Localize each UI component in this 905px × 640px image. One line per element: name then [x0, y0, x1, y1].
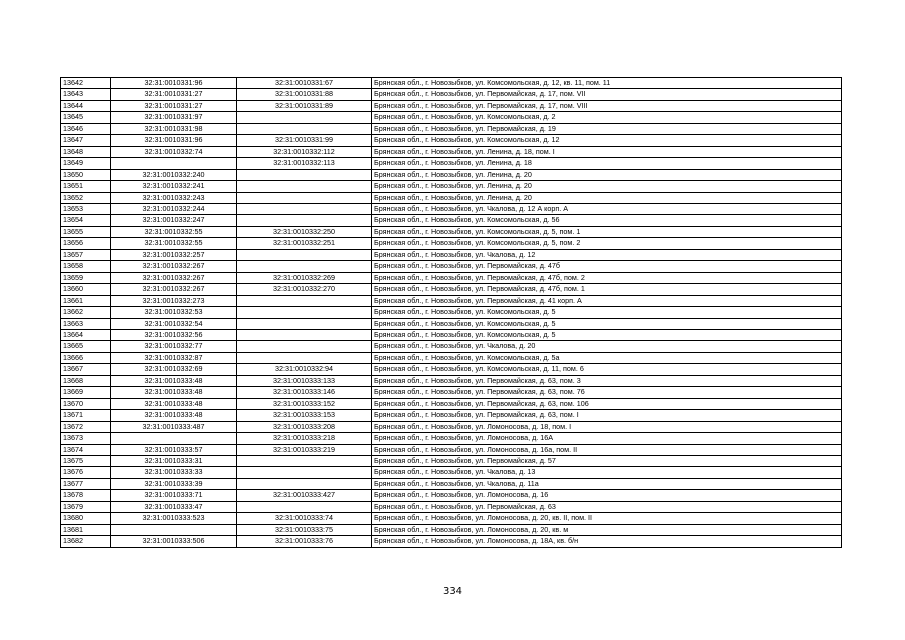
object-cadastral-number-cell: 32:31:0010333:146: [237, 387, 372, 398]
table-row: [61, 261, 842, 272]
parcel-cadastral-number-cell: 32:31:0010333:48: [111, 398, 237, 409]
address-cell: Брянская обл., г. Новозыбков, ул. Чкалова, д. 12 А корп. А: [372, 203, 842, 214]
table-row: [61, 375, 842, 386]
address-cell: Брянская обл., г. Новозыбков, ул. Ломоносова, д. 16а, пом. II: [372, 444, 842, 455]
table-row: [61, 158, 842, 169]
row-number-cell: 13679: [61, 501, 111, 512]
object-cadastral-number-cell: 32:31:0010332:94: [237, 364, 372, 375]
object-cadastral-number-cell: [237, 181, 372, 192]
object-cadastral-number-cell: 32:31:0010331:67: [237, 78, 372, 89]
table-row: [61, 169, 842, 180]
row-number-cell: 13670: [61, 398, 111, 409]
address-cell: Брянская обл., г. Новозыбков, ул. Чкалова, д. 20: [372, 341, 842, 352]
table-row: [61, 192, 842, 203]
table-row: [61, 421, 842, 432]
parcel-cadastral-number-cell: 32:31:0010331:27: [111, 100, 237, 111]
object-cadastral-number-cell: 32:31:0010332:270: [237, 284, 372, 295]
cadastral-registry-table: [60, 77, 842, 548]
address-cell: Брянская обл., г. Новозыбков, ул. Первомайская, д. 63, пом. 76: [372, 387, 842, 398]
address-cell: Брянская обл., г. Новозыбков, ул. Комсомольская, д. 2: [372, 112, 842, 123]
address-cell: Брянская обл., г. Новозыбков, ул. Чкалова, д. 13: [372, 467, 842, 478]
object-cadastral-number-cell: [237, 215, 372, 226]
page-number: 334: [442, 586, 463, 597]
table-row: [61, 295, 842, 306]
object-cadastral-number-cell: 32:31:0010333:75: [237, 524, 372, 535]
object-cadastral-number-cell: 32:31:0010331:89: [237, 100, 372, 111]
address-cell: Брянская обл., г. Новозыбков, ул. Ломоносова, д. 20, кв. II, пом. II: [372, 513, 842, 524]
row-number-cell: 13660: [61, 284, 111, 295]
address-cell: Брянская обл., г. Новозыбков, ул. Комсомольская, д. 5а: [372, 352, 842, 363]
row-number-cell: 13650: [61, 169, 111, 180]
row-number-cell: 13652: [61, 192, 111, 203]
object-cadastral-number-cell: [237, 203, 372, 214]
row-number-cell: 13645: [61, 112, 111, 123]
address-cell: Брянская обл., г. Новозыбков, ул. Ленина, д. 20: [372, 192, 842, 203]
object-cadastral-number-cell: [237, 501, 372, 512]
parcel-cadastral-number-cell: [111, 524, 237, 535]
row-number-cell: 13667: [61, 364, 111, 375]
parcel-cadastral-number-cell: 32:31:0010331:96: [111, 78, 237, 89]
parcel-cadastral-number-cell: 32:31:0010332:267: [111, 261, 237, 272]
object-cadastral-number-cell: 32:31:0010332:113: [237, 158, 372, 169]
table-row: [61, 444, 842, 455]
parcel-cadastral-number-cell: 32:31:0010332:240: [111, 169, 237, 180]
object-cadastral-number-cell: 32:31:0010333:152: [237, 398, 372, 409]
address-cell: Брянская обл., г. Новозыбков, ул. Комсомольская, д. 5: [372, 307, 842, 318]
row-number-cell: 13648: [61, 146, 111, 157]
address-cell: Брянская обл., г. Новозыбков, ул. Первомайская, д. 19: [372, 123, 842, 134]
parcel-cadastral-number-cell: 32:31:0010332:55: [111, 238, 237, 249]
table-row: [61, 490, 842, 501]
table-row: [61, 410, 842, 421]
parcel-cadastral-number-cell: 32:31:0010332:267: [111, 272, 237, 283]
table-row: [61, 238, 842, 249]
row-number-cell: 13681: [61, 524, 111, 535]
parcel-cadastral-number-cell: 32:31:0010333:48: [111, 410, 237, 421]
address-cell: Брянская обл., г. Новозыбков, ул. Ленина, д. 20: [372, 169, 842, 180]
row-number-cell: 13655: [61, 226, 111, 237]
parcel-cadastral-number-cell: [111, 158, 237, 169]
address-cell: Брянская обл., г. Новозыбков, ул. Ленина, д. 18: [372, 158, 842, 169]
parcel-cadastral-number-cell: 32:31:0010331:27: [111, 89, 237, 100]
registry-table-body: [61, 78, 842, 548]
table-row: [61, 467, 842, 478]
row-number-cell: 13662: [61, 307, 111, 318]
parcel-cadastral-number-cell: 32:31:0010333:506: [111, 536, 237, 547]
parcel-cadastral-number-cell: 32:31:0010332:257: [111, 249, 237, 260]
address-cell: Брянская обл., г. Новозыбков, ул. Первомайская, д. 47б, пом. 1: [372, 284, 842, 295]
address-cell: Брянская обл., г. Новозыбков, ул. Первомайская, д. 63: [372, 501, 842, 512]
parcel-cadastral-number-cell: 32:31:0010332:69: [111, 364, 237, 375]
row-number-cell: 13663: [61, 318, 111, 329]
row-number-cell: 13675: [61, 455, 111, 466]
table-row: [61, 226, 842, 237]
object-cadastral-number-cell: 32:31:0010331:88: [237, 89, 372, 100]
parcel-cadastral-number-cell: 32:31:0010333:39: [111, 478, 237, 489]
parcel-cadastral-number-cell: 32:31:0010333:523: [111, 513, 237, 524]
table-row: [61, 272, 842, 283]
object-cadastral-number-cell: 32:31:0010333:74: [237, 513, 372, 524]
row-number-cell: 13658: [61, 261, 111, 272]
table-row: [61, 513, 842, 524]
address-cell: Брянская обл., г. Новозыбков, ул. Комсомольская, д. 12: [372, 135, 842, 146]
object-cadastral-number-cell: 32:31:0010332:269: [237, 272, 372, 283]
row-number-cell: 13659: [61, 272, 111, 283]
table-row: [61, 455, 842, 466]
object-cadastral-number-cell: 32:31:0010331:99: [237, 135, 372, 146]
address-cell: Брянская обл., г. Новозыбков, ул. Чкалова, д. 11а: [372, 478, 842, 489]
row-number-cell: 13669: [61, 387, 111, 398]
parcel-cadastral-number-cell: 32:31:0010333:487: [111, 421, 237, 432]
table-row: [61, 329, 842, 340]
object-cadastral-number-cell: 32:31:0010333:218: [237, 433, 372, 444]
parcel-cadastral-number-cell: [111, 433, 237, 444]
address-cell: Брянская обл., г. Новозыбков, ул. Ломоносова, д. 16А: [372, 433, 842, 444]
parcel-cadastral-number-cell: 32:31:0010332:241: [111, 181, 237, 192]
row-number-cell: 13671: [61, 410, 111, 421]
address-cell: Брянская обл., г. Новозыбков, ул. Комсомольская, д. 56: [372, 215, 842, 226]
object-cadastral-number-cell: 32:31:0010332:250: [237, 226, 372, 237]
address-cell: Брянская обл., г. Новозыбков, ул. Первомайская, д. 41 корп. А: [372, 295, 842, 306]
address-cell: Брянская обл., г. Новозыбков, ул. Первомайская, д. 63, пом. 106: [372, 398, 842, 409]
object-cadastral-number-cell: [237, 352, 372, 363]
parcel-cadastral-number-cell: 32:31:0010332:53: [111, 307, 237, 318]
address-cell: Брянская обл., г. Новозыбков, ул. Первомайская, д. 17, пом. VIII: [372, 100, 842, 111]
table-row: [61, 364, 842, 375]
object-cadastral-number-cell: 32:31:0010333:219: [237, 444, 372, 455]
parcel-cadastral-number-cell: 32:31:0010332:243: [111, 192, 237, 203]
parcel-cadastral-number-cell: 32:31:0010333:71: [111, 490, 237, 501]
parcel-cadastral-number-cell: 32:31:0010332:244: [111, 203, 237, 214]
parcel-cadastral-number-cell: 32:31:0010332:56: [111, 329, 237, 340]
parcel-cadastral-number-cell: 32:31:0010333:33: [111, 467, 237, 478]
row-number-cell: 13649: [61, 158, 111, 169]
object-cadastral-number-cell: [237, 123, 372, 134]
address-cell: Брянская обл., г. Новозыбков, ул. Ломоносова, д. 18А, кв. б/н: [372, 536, 842, 547]
parcel-cadastral-number-cell: 32:31:0010332:247: [111, 215, 237, 226]
row-number-cell: 13654: [61, 215, 111, 226]
table-row: [61, 146, 842, 157]
row-number-cell: 13643: [61, 89, 111, 100]
address-cell: Брянская обл., г. Новозыбков, ул. Первомайская, д. 47б: [372, 261, 842, 272]
parcel-cadastral-number-cell: 32:31:0010332:55: [111, 226, 237, 237]
table-row: [61, 215, 842, 226]
table-row: [61, 89, 842, 100]
parcel-cadastral-number-cell: 32:31:0010333:57: [111, 444, 237, 455]
row-number-cell: 13644: [61, 100, 111, 111]
row-number-cell: 13682: [61, 536, 111, 547]
table-row: [61, 307, 842, 318]
table-row: [61, 524, 842, 535]
parcel-cadastral-number-cell: 32:31:0010332:77: [111, 341, 237, 352]
table-row: [61, 78, 842, 89]
parcel-cadastral-number-cell: 32:31:0010333:31: [111, 455, 237, 466]
address-cell: Брянская обл., г. Новозыбков, ул. Ленина, д. 18, пом. I: [372, 146, 842, 157]
table-row: [61, 398, 842, 409]
parcel-cadastral-number-cell: 32:31:0010332:87: [111, 352, 237, 363]
parcel-cadastral-number-cell: 32:31:0010331:97: [111, 112, 237, 123]
object-cadastral-number-cell: [237, 249, 372, 260]
table-row: [61, 123, 842, 134]
object-cadastral-number-cell: 32:31:0010333:133: [237, 375, 372, 386]
object-cadastral-number-cell: [237, 478, 372, 489]
address-cell: Брянская обл., г. Новозыбков, ул. Ломоносова, д. 18, пом. I: [372, 421, 842, 432]
row-number-cell: 13668: [61, 375, 111, 386]
address-cell: Брянская обл., г. Новозыбков, ул. Ломоносова, д. 16: [372, 490, 842, 501]
row-number-cell: 13656: [61, 238, 111, 249]
object-cadastral-number-cell: [237, 192, 372, 203]
address-cell: Брянская обл., г. Новозыбков, ул. Комсомольская, д. 11, пом. 6: [372, 364, 842, 375]
table-row: [61, 478, 842, 489]
row-number-cell: 13666: [61, 352, 111, 363]
row-number-cell: 13678: [61, 490, 111, 501]
table-row: [61, 341, 842, 352]
parcel-cadastral-number-cell: 32:31:0010331:96: [111, 135, 237, 146]
address-cell: Брянская обл., г. Новозыбков, ул. Чкалова, д. 12: [372, 249, 842, 260]
row-number-cell: 13665: [61, 341, 111, 352]
address-cell: Брянская обл., г. Новозыбков, ул. Комсомольская, д. 5, пом. 2: [372, 238, 842, 249]
object-cadastral-number-cell: [237, 169, 372, 180]
parcel-cadastral-number-cell: 32:31:0010332:54: [111, 318, 237, 329]
object-cadastral-number-cell: 32:31:0010332:251: [237, 238, 372, 249]
row-number-cell: 13661: [61, 295, 111, 306]
object-cadastral-number-cell: [237, 261, 372, 272]
object-cadastral-number-cell: [237, 341, 372, 352]
table-row: [61, 536, 842, 547]
row-number-cell: 13680: [61, 513, 111, 524]
object-cadastral-number-cell: [237, 467, 372, 478]
parcel-cadastral-number-cell: 32:31:0010333:48: [111, 387, 237, 398]
object-cadastral-number-cell: 32:31:0010333:208: [237, 421, 372, 432]
address-cell: Брянская обл., г. Новозыбков, ул. Первомайская, д. 63, пом. I: [372, 410, 842, 421]
address-cell: Брянская обл., г. Новозыбков, ул. Ленина, д. 20: [372, 181, 842, 192]
row-number-cell: 13677: [61, 478, 111, 489]
address-cell: Брянская обл., г. Новозыбков, ул. Первомайская, д. 47б, пом. 2: [372, 272, 842, 283]
row-number-cell: 13674: [61, 444, 111, 455]
object-cadastral-number-cell: [237, 112, 372, 123]
object-cadastral-number-cell: 32:31:0010333:76: [237, 536, 372, 547]
parcel-cadastral-number-cell: 32:31:0010331:98: [111, 123, 237, 134]
row-number-cell: 13642: [61, 78, 111, 89]
address-cell: Брянская обл., г. Новозыбков, ул. Комсомольская, д. 12, кв. 11, пом. 11: [372, 78, 842, 89]
address-cell: Брянская обл., г. Новозыбков, ул. Комсомольская, д. 5: [372, 329, 842, 340]
table-row: [61, 284, 842, 295]
row-number-cell: 13664: [61, 329, 111, 340]
row-number-cell: 13657: [61, 249, 111, 260]
object-cadastral-number-cell: 32:31:0010333:153: [237, 410, 372, 421]
object-cadastral-number-cell: 32:31:0010332:112: [237, 146, 372, 157]
table-row: [61, 181, 842, 192]
address-cell: Брянская обл., г. Новозыбков, ул. Первомайская, д. 57: [372, 455, 842, 466]
row-number-cell: 13651: [61, 181, 111, 192]
table-row: [61, 135, 842, 146]
parcel-cadastral-number-cell: 32:31:0010333:48: [111, 375, 237, 386]
address-cell: Брянская обл., г. Новозыбков, ул. Первомайская, д. 17, пом. VII: [372, 89, 842, 100]
object-cadastral-number-cell: [237, 307, 372, 318]
address-cell: Брянская обл., г. Новозыбков, ул. Комсомольская, д. 5, пом. 1: [372, 226, 842, 237]
table-row: [61, 112, 842, 123]
parcel-cadastral-number-cell: 32:31:0010332:74: [111, 146, 237, 157]
object-cadastral-number-cell: [237, 329, 372, 340]
row-number-cell: 13646: [61, 123, 111, 134]
address-cell: Брянская обл., г. Новозыбков, ул. Ломоносова, д. 20, кв. м: [372, 524, 842, 535]
row-number-cell: 13676: [61, 467, 111, 478]
parcel-cadastral-number-cell: 32:31:0010333:47: [111, 501, 237, 512]
object-cadastral-number-cell: [237, 295, 372, 306]
object-cadastral-number-cell: [237, 318, 372, 329]
table-row: [61, 501, 842, 512]
table-row: [61, 100, 842, 111]
row-number-cell: 13673: [61, 433, 111, 444]
table-row: [61, 433, 842, 444]
address-cell: Брянская обл., г. Новозыбков, ул. Первомайская, д. 63, пом. 3: [372, 375, 842, 386]
table-row: [61, 387, 842, 398]
row-number-cell: 13672: [61, 421, 111, 432]
table-row: [61, 249, 842, 260]
table-row: [61, 318, 842, 329]
address-cell: Брянская обл., г. Новозыбков, ул. Комсомольская, д. 5: [372, 318, 842, 329]
parcel-cadastral-number-cell: 32:31:0010332:273: [111, 295, 237, 306]
row-number-cell: 13653: [61, 203, 111, 214]
object-cadastral-number-cell: [237, 455, 372, 466]
table-row: [61, 352, 842, 363]
row-number-cell: 13647: [61, 135, 111, 146]
table-row: [61, 203, 842, 214]
object-cadastral-number-cell: 32:31:0010333:427: [237, 490, 372, 501]
parcel-cadastral-number-cell: 32:31:0010332:267: [111, 284, 237, 295]
